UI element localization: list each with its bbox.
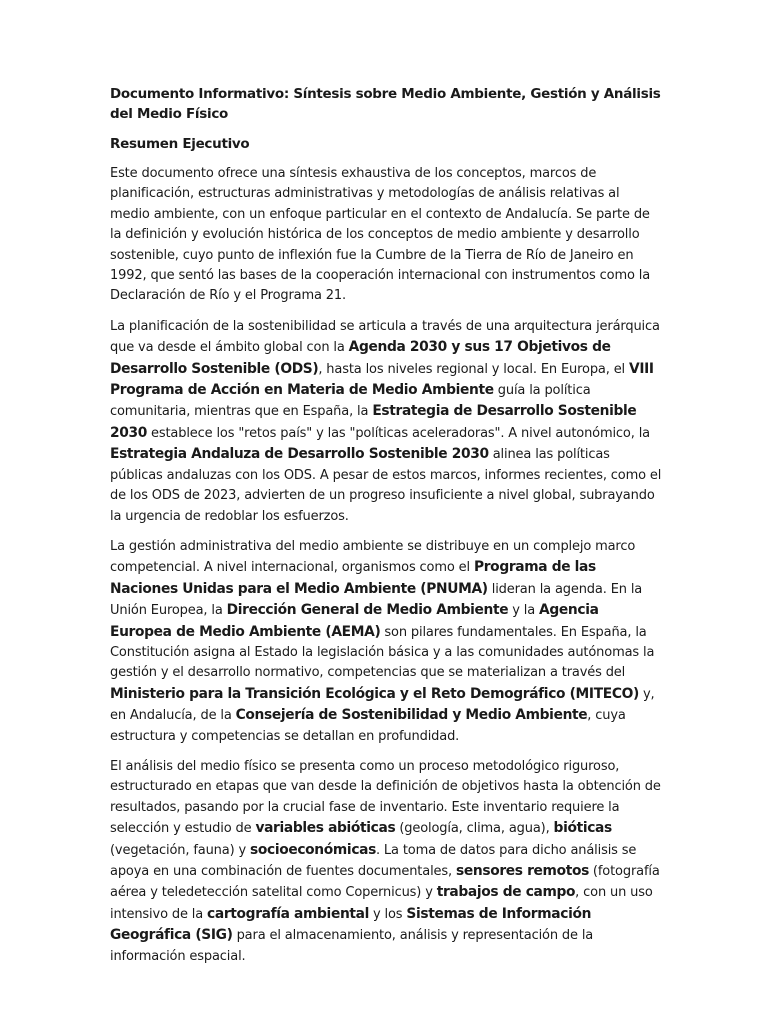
bold-term: Sistemas de Información Geográfica (SIG) [110,905,592,944]
bold-term: Agenda 2030 y sus 17 Objetivos de Desarrollo Sostenible (ODS) [110,339,611,377]
paragraph-text: guía la política comunitaria, mientras que en España, la [110,383,591,420]
body-paragraph [110,757,662,967]
paragraph-text: para el almacenamiento, análisis y representación de la información espacial. [110,928,594,964]
bold-term: Estrategia de Desarrollo Sostenible 2030 [110,403,637,441]
paragraph-text: La planificación de la sostenibilidad se articula a través de una arquitectura jerárquica que va desde el ámbito global con la [110,318,660,356]
document-body [110,164,662,967]
bold-term: bióticas [553,820,612,837]
paragraph-text: establece los "retos país" y las "políticas aceleradoras". A nivel autonómico, la [147,425,650,441]
bold-term: variables abióticas [255,820,396,837]
bold-term: sensores remotos [455,863,589,879]
bold-term: Ministerio para la Transición Ecológica y el Reto Demográfico (MITECO) [110,685,639,702]
paragraph-text: (vegetación, fauna) y [110,842,251,858]
paragraph-text: y, en Andalucía, de la [110,686,655,724]
bold-term: trabajos de campo [436,884,576,901]
paragraph-text: , hasta los niveles regional y local. En Europa, el [318,361,629,377]
paragraph-text: Este documento ofrece una síntesis exhaustiva de los conceptos, marcos de planificación, estructuras administrativas y metodologías de análisis relativas al medio ambiente, con un enfoque particular en el contexto de Andalucía. Se parte de la definición y evolución histórica de los conceptos de medio ambiente y desarrollo sostenible, cuyo punto de inflexión fue la Cumbre de la Tierra de Río de Janeiro en 1992, que sentó las bases de la cooperación internacional con instrumentos como la Declaración de Río y el Programa 21. [110,166,651,304]
body-paragraph [110,317,662,527]
document-page [110,84,662,977]
paragraph-text: y los [369,906,407,922]
bold-term: Agencia Europea de Medio Ambiente (AEMA) [110,602,599,640]
paragraph-text: (fotografía aérea y teledetección satelital como Copernicus) y [110,864,660,901]
body-paragraph [110,537,662,747]
paragraph-text: . La toma de datos para dicho análisis se apoya en una combinación de fuentes documentales, [110,842,637,879]
bold-term: cartografía ambiental [207,905,370,922]
bold-term: Estrategia Andaluza de Desarrollo Sostenible 2030 [110,446,489,463]
bold-term: Consejería de Sostenibilidad y Medio Ambiente [235,707,588,724]
paragraph-text: alinea las políticas públicas andaluzas con los ODS. A pesar de estos marcos, informes recientes, como el de los ODS de 2023, advierten de un progreso insuficiente a nivel global, subrayando la urgencia de redoblar los esfuerzos. [110,447,662,524]
body-paragraph [110,164,662,307]
bold-term: socioeconómicas [250,841,376,858]
paragraph-text: , cuya estructura y competencias se detallan en profundidad. [110,708,626,744]
bold-term: Programa de las Naciones Unidas para el Medio Ambiente (PNUMA) [110,559,596,597]
bold-term: VIII Programa de Acción en Materia de Medio Ambiente [110,360,654,399]
section-heading: Resumen Ejecutivo [110,136,250,152]
paragraph-text: y la [508,603,540,619]
paragraph-text: , con un uso intensivo de la [110,885,653,922]
paragraph-text: La gestión administrativa del medio ambiente se distribuye en un complejo marco competencial. A nivel internacional, organismos como el [110,538,636,576]
document-title: Documento Informativo: Síntesis sobre Medio Ambiente, Gestión y Análisis del Medio Físico [110,86,661,122]
paragraph-text: (geología, clima, agua), [395,821,554,837]
paragraph-text: son pilares fundamentales. En España, la Constitución asigna al Estado la legislación básica y a las comunidades autónomas la gestión y el desarrollo normativo, competencias que se materializan a través del [110,624,655,681]
paragraph-text: lideran la agenda. En la Unión Europea, la [110,581,643,619]
bold-term: Dirección General de Medio Ambiente [226,602,509,619]
paragraph-text: El análisis del medio físico se presenta como un proceso metodológico riguroso, estructurado en etapas que van desde la definición de objetivos hasta la obtención de resultados, pasando por la crucial fase de inventario. Este inventario requiere la selección y estudio de [110,758,661,837]
